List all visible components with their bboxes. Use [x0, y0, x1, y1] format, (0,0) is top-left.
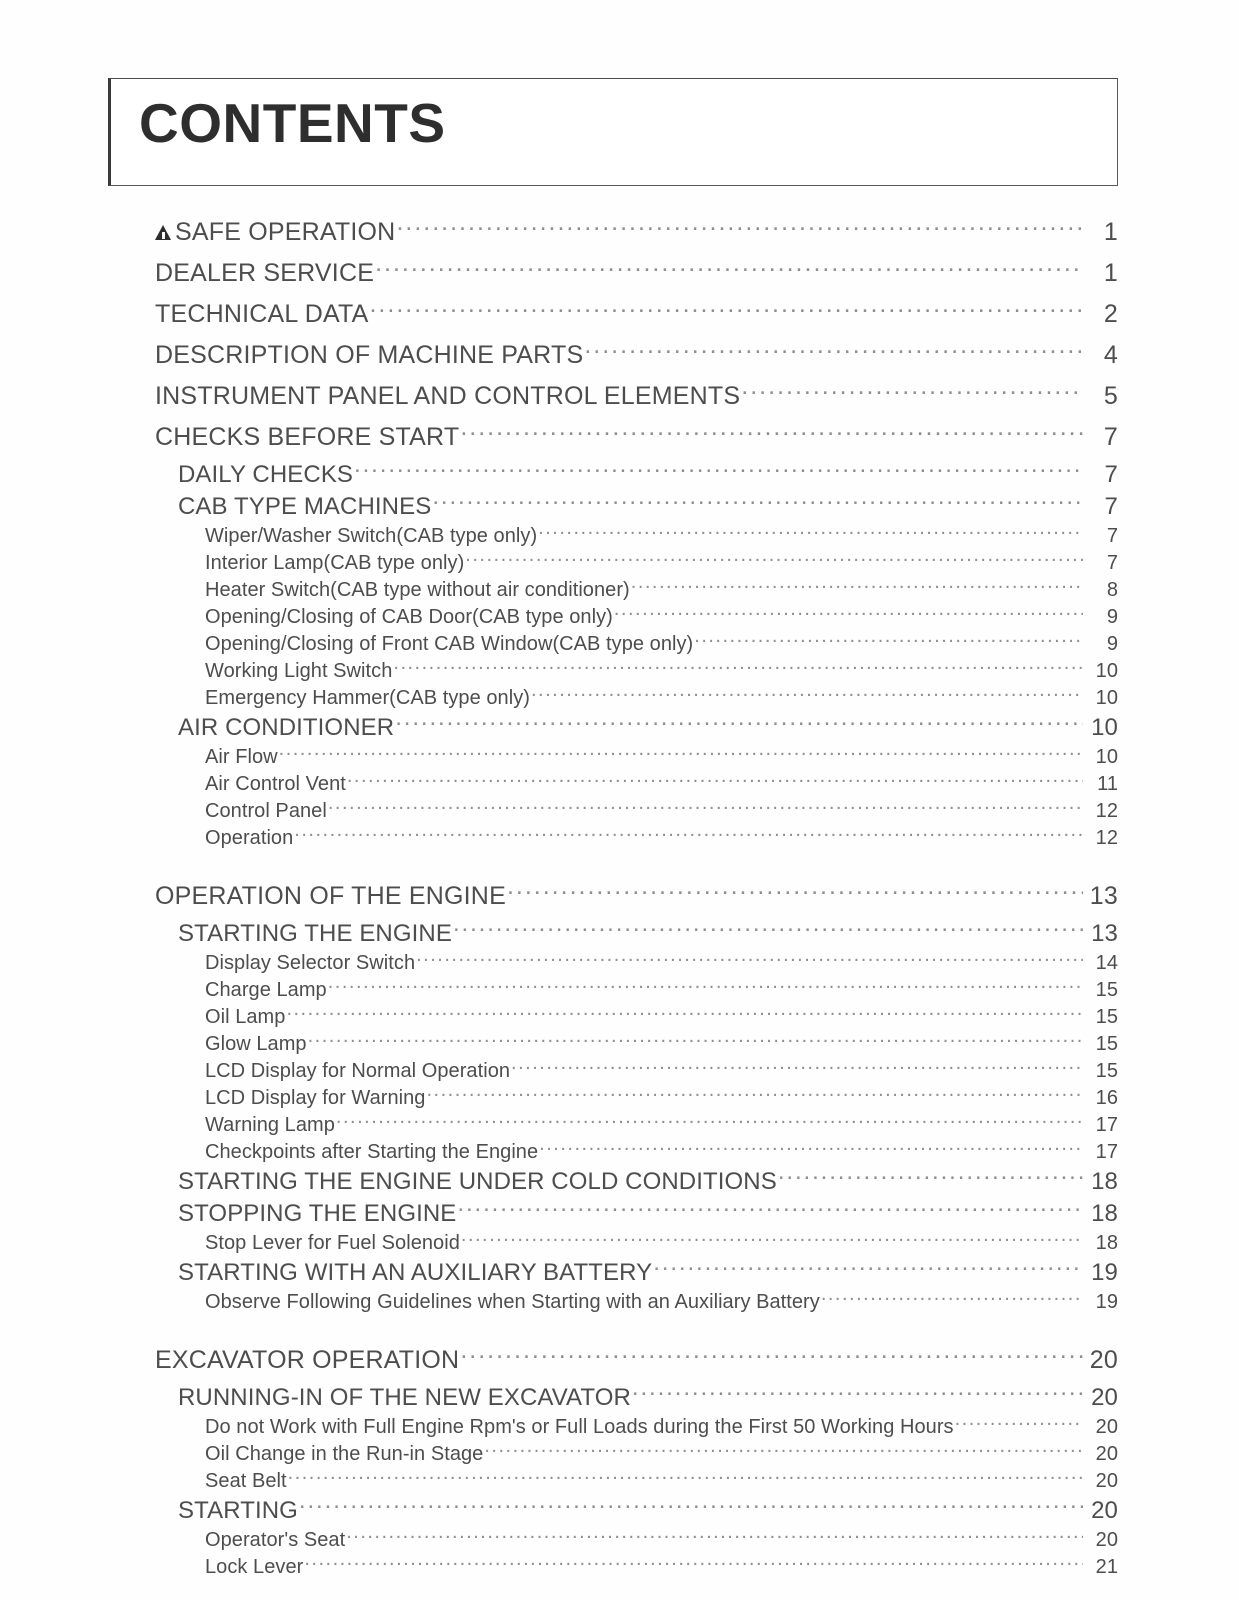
toc-entry[interactable] — [0, 949, 1239, 976]
toc-entry[interactable] — [0, 630, 1239, 657]
toc-entry[interactable] — [0, 711, 1239, 743]
toc-entry[interactable] — [0, 1256, 1239, 1288]
toc-dot-leader — [539, 1138, 1083, 1158]
toc-entry-head — [155, 1340, 459, 1381]
toc-entry[interactable] — [0, 549, 1239, 576]
toc-page-number: 5 — [1103, 382, 1118, 410]
toc-entry-head — [178, 1257, 652, 1288]
toc-dot-leader — [299, 1494, 1083, 1518]
toc-entry-label: RUNNING-IN OF THE NEW EXCAVATOR — [178, 1384, 631, 1411]
toc-entry[interactable] — [0, 1165, 1239, 1197]
toc-dot-leader — [396, 215, 1083, 240]
toc-entry-head — [205, 1289, 820, 1315]
toc-dot-leader — [328, 976, 1083, 996]
toc-page-number: 12 — [1095, 800, 1118, 822]
toc-entry-label: AIR CONDITIONER — [178, 714, 395, 741]
toc-entry[interactable] — [0, 212, 1239, 253]
toc-entry-head — [155, 376, 740, 417]
toc-entry-label: Do not Work with Full Engine Rpm's or Full Loads during the First 50 Working Hours — [205, 1416, 954, 1438]
toc-entry-label: Stop Lever for Fuel Solenoid — [205, 1232, 460, 1254]
toc-entry[interactable] — [0, 876, 1239, 917]
toc-entry-head — [178, 459, 353, 490]
toc-entry-head — [205, 744, 278, 770]
toc-page-number: 17 — [1095, 1141, 1118, 1163]
toc-entry[interactable] — [0, 376, 1239, 417]
toc-entry[interactable] — [0, 294, 1239, 335]
toc-page-number: 8 — [1106, 579, 1118, 601]
toc-entry[interactable] — [0, 1057, 1239, 1084]
toc-page-number: 17 — [1095, 1114, 1118, 1136]
toc-page-number: 9 — [1106, 606, 1118, 628]
toc-entry-label: Opening/Closing of Front CAB Window(CAB type only) — [205, 633, 694, 655]
toc-dot-leader — [461, 1229, 1083, 1249]
toc-dot-leader — [653, 1256, 1083, 1280]
toc-entry-label: STARTING WITH AN AUXILIARY BATTERY — [178, 1259, 653, 1286]
toc-page-number: 19 — [1091, 1259, 1118, 1286]
toc-entry[interactable] — [0, 1197, 1239, 1229]
toc-entry-label: Operation — [205, 827, 294, 849]
toc-entry[interactable] — [0, 335, 1239, 376]
toc-dot-leader — [778, 1165, 1083, 1189]
toc-entry-head — [178, 491, 431, 522]
toc-page-number: 7 — [1104, 461, 1118, 488]
toc-entry-head — [205, 1085, 425, 1111]
toc-entry[interactable] — [0, 1494, 1239, 1526]
toc-dot-leader — [694, 630, 1083, 650]
toc-entry-head — [205, 1112, 335, 1138]
toc-entry-head — [205, 1441, 483, 1467]
toc-entry[interactable] — [0, 684, 1239, 711]
toc-page-number: 20 — [1089, 1346, 1118, 1374]
toc-entry-label: STOPPING THE ENGINE — [178, 1200, 457, 1227]
toc-dot-leader — [614, 603, 1083, 623]
toc-entry-label: Working Light Switch — [205, 660, 393, 682]
toc-entry-head — [205, 1004, 285, 1030]
toc-group — [0, 876, 1239, 1315]
toc-entry[interactable] — [0, 657, 1239, 684]
toc-entry-label: OPERATION OF THE ENGINE — [155, 882, 506, 910]
toc-entry[interactable] — [0, 576, 1239, 603]
toc-entry-label: TECHNICAL DATA — [155, 300, 369, 328]
toc-dot-leader — [632, 1381, 1083, 1405]
toc-entry-label: EXCAVATOR OPERATION — [155, 1346, 460, 1374]
toc-entry[interactable] — [0, 1381, 1239, 1413]
toc-entry[interactable] — [0, 824, 1239, 851]
toc-dot-leader — [347, 770, 1083, 790]
toc-page-number: 16 — [1095, 1087, 1118, 1109]
toc-dot-leader — [375, 256, 1083, 281]
toc-entry[interactable] — [0, 1340, 1239, 1381]
toc-entry-head — [178, 1166, 777, 1197]
toc-page-number: 4 — [1103, 341, 1118, 369]
toc-entry-head — [205, 658, 392, 684]
toc-entry-label: STARTING THE ENGINE — [178, 920, 452, 947]
toc-entry-label: Oil Lamp — [205, 1006, 286, 1028]
toc-dot-leader — [426, 1084, 1083, 1104]
toc-page-number: 15 — [1095, 1060, 1118, 1082]
toc-dot-leader — [631, 576, 1083, 596]
toc-page-number: 20 — [1095, 1470, 1118, 1492]
toc-entry-label: LCD Display for Warning — [205, 1087, 426, 1109]
toc-entry-label: CHECKS BEFORE START — [155, 423, 460, 451]
toc-dot-leader — [484, 1440, 1083, 1460]
toc-page-number: 18 — [1091, 1200, 1118, 1227]
toc-entry-label: Warning Lamp — [205, 1114, 335, 1136]
toc-entry-head — [205, 604, 613, 630]
toc-entry-head — [155, 253, 374, 294]
toc-dot-leader — [304, 1553, 1083, 1573]
toc-group — [0, 212, 1239, 851]
toc-entry-head — [155, 212, 395, 253]
toc-dot-leader — [432, 490, 1083, 514]
toc-dot-leader — [507, 879, 1083, 904]
toc-dot-leader — [354, 458, 1083, 482]
toc-page-number: 19 — [1095, 1291, 1118, 1313]
toc-entry-head — [205, 1031, 307, 1057]
toc-dot-leader — [741, 379, 1083, 404]
toc-dot-leader — [393, 657, 1083, 677]
toc-entry[interactable] — [0, 1526, 1239, 1553]
toc-entry-label: Interior Lamp(CAB type only) — [205, 552, 465, 574]
toc-entry[interactable] — [0, 458, 1239, 490]
toc-page-number: 21 — [1095, 1556, 1118, 1578]
toc-dot-leader — [584, 338, 1083, 363]
toc-entry[interactable] — [0, 1229, 1239, 1256]
toc-entry[interactable] — [0, 1413, 1239, 1440]
toc-page-number: 10 — [1095, 687, 1118, 709]
toc-page-number: 20 — [1095, 1416, 1118, 1438]
toc-entry[interactable] — [0, 797, 1239, 824]
toc-dot-leader — [395, 711, 1083, 735]
toc-entry[interactable] — [0, 1553, 1239, 1580]
toc-entry-head — [205, 550, 464, 576]
toc-entry[interactable] — [0, 1440, 1239, 1467]
toc-dot-leader — [453, 917, 1083, 941]
toc-entry-head — [205, 1230, 460, 1256]
toc-dot-leader — [531, 684, 1083, 704]
toc-entry-label: Display Selector Switch — [205, 952, 416, 974]
toc-entry-head — [205, 1468, 287, 1494]
toc-entry-label: Air Control Vent — [205, 773, 346, 795]
toc-entry-head — [155, 335, 583, 376]
toc-dot-leader — [279, 743, 1083, 763]
toc-entry-label: DEALER SERVICE — [155, 259, 375, 287]
toc-entry-head — [178, 1198, 456, 1229]
toc-entry-label: STARTING THE ENGINE UNDER COLD CONDITIONS — [178, 1168, 777, 1195]
toc-entry-head — [205, 1139, 538, 1165]
toc-page-number: 20 — [1091, 1497, 1118, 1524]
toc-page-number: 18 — [1095, 1232, 1118, 1254]
toc-page-number: 13 — [1089, 882, 1118, 910]
toc-entry[interactable] — [0, 1138, 1239, 1165]
toc-entry-head — [205, 1058, 510, 1084]
toc-entry-label: DESCRIPTION OF MACHINE PARTS — [155, 341, 584, 369]
toc-page-number: 7 — [1104, 493, 1118, 520]
toc-page-number: 13 — [1091, 920, 1118, 947]
toc-entry-head — [178, 712, 394, 743]
toc-page-number: 20 — [1095, 1443, 1118, 1465]
toc-entry-label: Air Flow — [205, 746, 278, 768]
toc-entry-head — [178, 918, 452, 949]
toc-entry[interactable] — [0, 917, 1239, 949]
toc-entry-label: Lock Lever — [205, 1556, 304, 1578]
toc-page-number: 20 — [1091, 1384, 1118, 1411]
toc-entry-label: INSTRUMENT PANEL AND CONTROL ELEMENTS — [155, 382, 741, 410]
toc-page-number: 7 — [1106, 552, 1118, 574]
toc-entry[interactable] — [0, 1030, 1239, 1057]
toc-entry-head — [205, 771, 346, 797]
toc-entry-head — [155, 294, 368, 335]
toc-dot-leader — [416, 949, 1083, 969]
warning-triangle-icon — [155, 225, 172, 240]
toc-dot-leader — [308, 1030, 1083, 1050]
toc-dot-leader — [346, 1526, 1083, 1546]
toc-entry[interactable] — [0, 770, 1239, 797]
toc-entry[interactable] — [0, 603, 1239, 630]
toc-entry-label: Wiper/Washer Switch(CAB type only) — [205, 525, 538, 547]
toc-entry[interactable] — [0, 1003, 1239, 1030]
toc-entry[interactable] — [0, 490, 1239, 522]
toc-page-number: 7 — [1103, 423, 1118, 451]
toc-entry-head — [205, 685, 530, 711]
toc-entry[interactable] — [0, 1288, 1239, 1315]
toc-page-number: 1 — [1103, 259, 1118, 287]
toc-entry-head — [205, 825, 293, 851]
toc-entry-head — [178, 1495, 298, 1526]
toc-page-number: 15 — [1095, 1033, 1118, 1055]
toc-entry-label: DAILY CHECKS — [178, 461, 354, 488]
toc-dot-leader — [465, 549, 1083, 569]
toc-entry-head — [205, 523, 537, 549]
toc-dot-leader — [511, 1057, 1083, 1077]
toc-dot-leader — [457, 1197, 1083, 1221]
toc-entry-head — [205, 950, 415, 976]
toc-entry-head — [205, 1414, 954, 1440]
toc-page-number: 14 — [1095, 952, 1118, 974]
toc-dot-leader — [294, 824, 1083, 844]
toc-entry-head — [155, 876, 506, 917]
toc-dot-leader — [460, 420, 1083, 445]
toc-entry-head — [205, 577, 630, 603]
toc-entry-label: Oil Change in the Run-in Stage — [205, 1443, 484, 1465]
toc-entry-label: Glow Lamp — [205, 1033, 307, 1055]
page-title: CONTENTS — [139, 92, 446, 154]
toc-entry[interactable] — [0, 1084, 1239, 1111]
toc-entry-label: SAFE OPERATION — [175, 218, 396, 246]
toc-page-number: 18 — [1091, 1168, 1118, 1195]
toc-entry-label: Checkpoints after Starting the Engine — [205, 1141, 539, 1163]
toc-page-number: 9 — [1106, 633, 1118, 655]
toc-entry-label: LCD Display for Normal Operation — [205, 1060, 511, 1082]
toc-entry-label: Control Panel — [205, 800, 327, 822]
toc-dot-leader — [369, 297, 1083, 322]
toc-entry[interactable] — [0, 1111, 1239, 1138]
toc-page-number: 15 — [1095, 979, 1118, 1001]
toc-entry[interactable] — [0, 522, 1239, 549]
toc-entry[interactable] — [0, 743, 1239, 770]
toc-page-number: 1 — [1103, 218, 1118, 246]
toc-entry-head — [178, 1382, 631, 1413]
toc-entry-label: Emergency Hammer(CAB type only) — [205, 687, 530, 709]
toc-entry-label: Seat Belt — [205, 1470, 287, 1492]
toc-page-number: 10 — [1095, 746, 1118, 768]
toc-entry-head — [205, 1554, 303, 1580]
toc-entry-head — [205, 631, 693, 657]
toc-entry-label: Charge Lamp — [205, 979, 327, 1001]
toc-dot-leader — [955, 1413, 1083, 1433]
toc-dot-leader — [336, 1111, 1083, 1131]
toc-entry-label: STARTING — [178, 1497, 298, 1524]
toc-page-number: 10 — [1091, 714, 1118, 741]
toc-dot-leader — [328, 797, 1083, 817]
toc-entry-head — [205, 977, 327, 1003]
toc-entry-label: Heater Switch(CAB type without air conditioner) — [205, 579, 630, 601]
toc-dot-leader — [460, 1343, 1083, 1368]
toc-entry[interactable] — [0, 417, 1239, 458]
toc-dot-leader — [538, 522, 1083, 542]
contents-title-box — [108, 78, 1118, 186]
toc-entry-label: CAB TYPE MACHINES — [178, 493, 432, 520]
toc-group — [0, 1340, 1239, 1580]
toc-entry-label: Observe Following Guidelines when Starting with an Auxiliary Battery — [205, 1291, 820, 1313]
toc-dot-leader — [288, 1467, 1083, 1487]
toc-entry-label: Opening/Closing of CAB Door(CAB type only) — [205, 606, 613, 628]
toc-entry-head — [205, 798, 327, 824]
toc-page-number: 15 — [1095, 1006, 1118, 1028]
table-of-contents — [0, 212, 1239, 1580]
toc-page-number: 20 — [1095, 1529, 1118, 1551]
toc-entry-head — [205, 1527, 345, 1553]
toc-entry[interactable] — [0, 1467, 1239, 1494]
toc-entry-label: Operator's Seat — [205, 1529, 346, 1551]
toc-page-number: 7 — [1106, 525, 1118, 547]
toc-page-number: 2 — [1103, 300, 1118, 328]
toc-entry[interactable] — [0, 253, 1239, 294]
toc-entry[interactable] — [0, 976, 1239, 1003]
toc-entry-head — [155, 417, 459, 458]
toc-dot-leader — [821, 1288, 1083, 1308]
toc-dot-leader — [286, 1003, 1083, 1023]
toc-page-number: 12 — [1095, 827, 1118, 849]
toc-page-number: 11 — [1097, 773, 1118, 795]
toc-page-number: 10 — [1095, 660, 1118, 682]
